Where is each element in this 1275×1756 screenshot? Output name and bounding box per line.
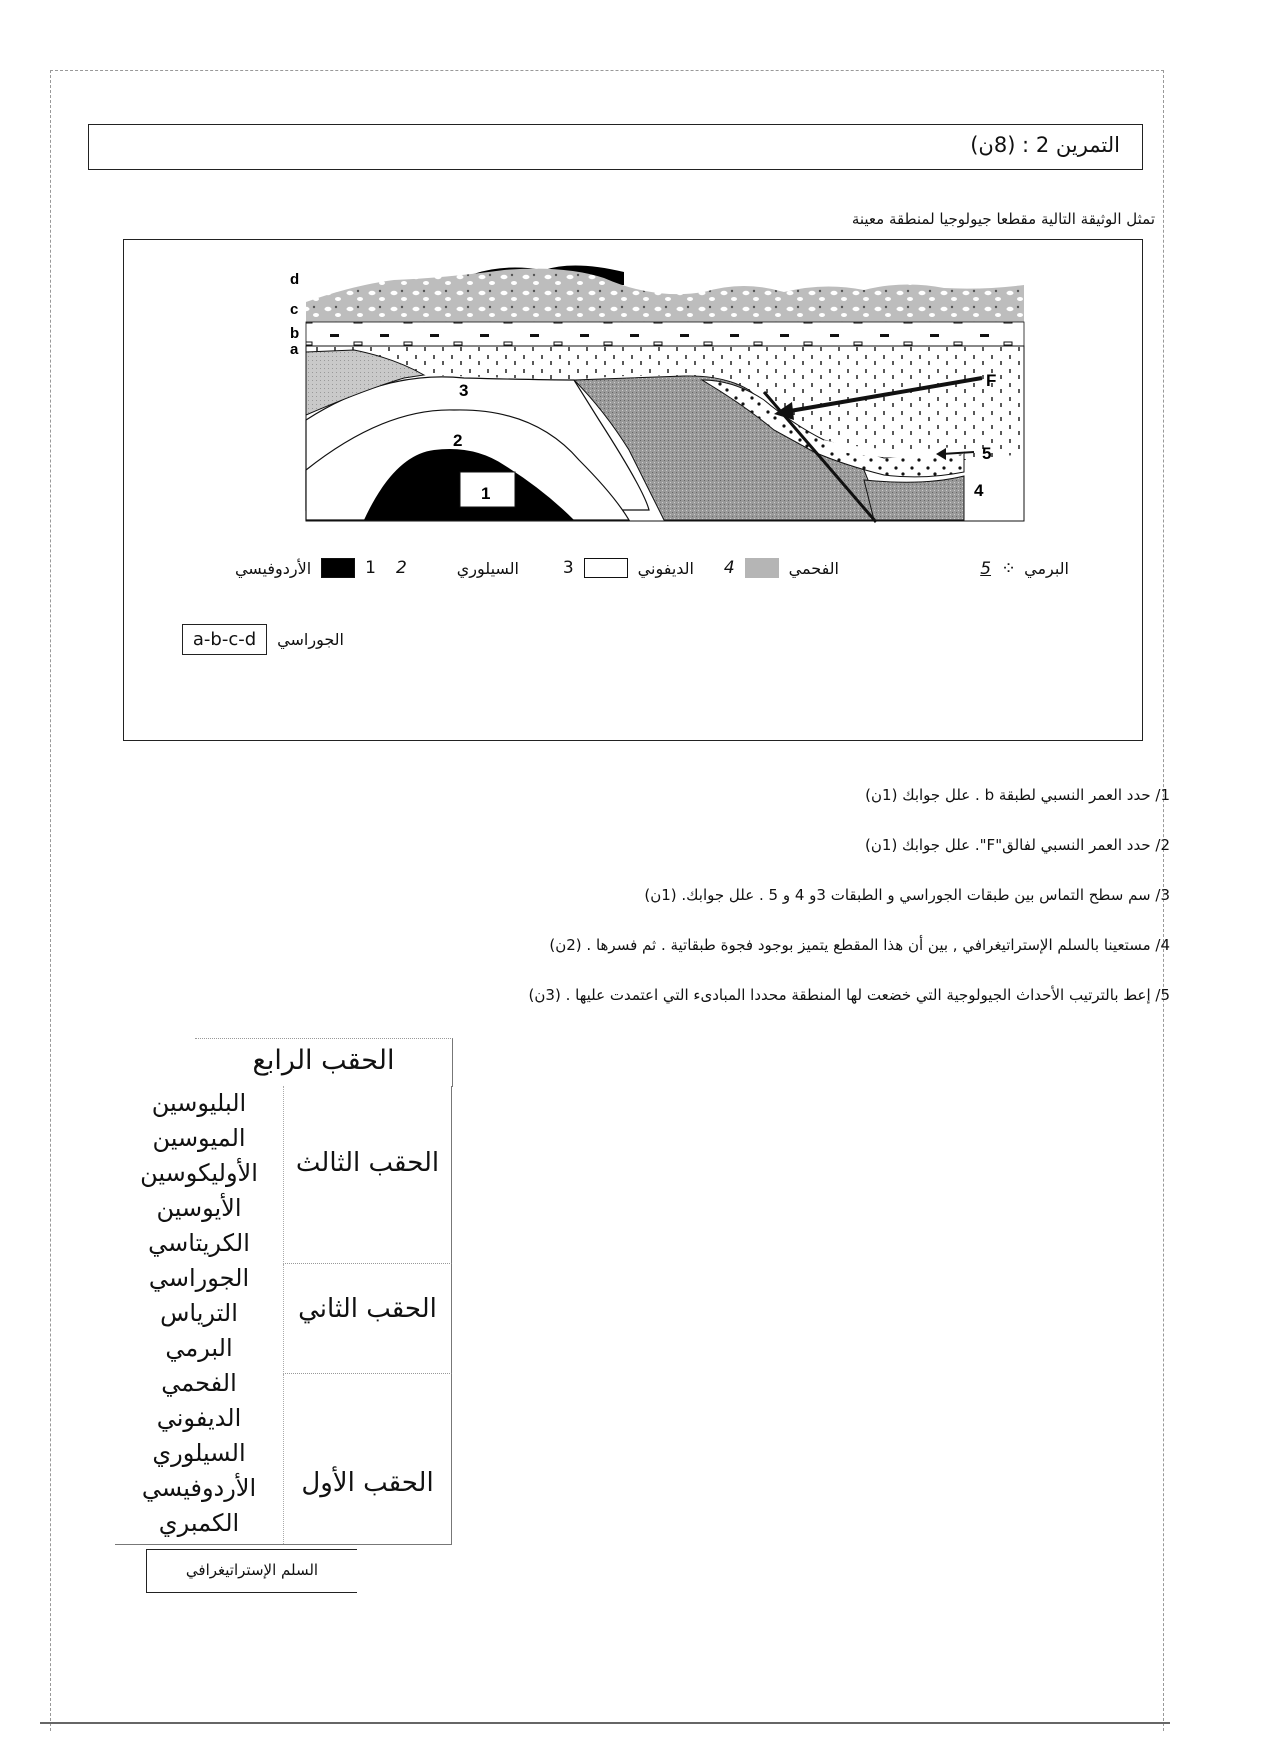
question-3: 3/ سم سطح التماس بين طبقات الجوراسي و الطبقات 3و 4 و 5 . علل جوابك. (1ن)	[644, 886, 1170, 904]
intro-text: تمثل الوثيقة التالية مقطعا جيولوجيا لمنطقة معينة	[851, 210, 1155, 228]
geological-cross-section	[124, 240, 1144, 742]
scale-era-4: الحقب الرابع	[195, 1038, 453, 1087]
legend-devonian	[514, 558, 694, 578]
legend-silurian	[339, 558, 519, 578]
scale-era-3	[283, 1086, 452, 1264]
swatch-grey	[745, 558, 779, 578]
legend-name: الديفوني	[637, 558, 694, 578]
period-carboniferous: الفحمي	[161, 1369, 237, 1397]
layer-b	[306, 322, 1024, 346]
stratigraphic-scale	[115, 1038, 452, 1544]
period-oligocene: الأوليكوسين	[140, 1159, 258, 1187]
layer-c	[306, 269, 1024, 322]
legend-num: 4	[723, 558, 735, 578]
legend-num: 3	[562, 558, 574, 578]
legend-name: الجوراسي	[277, 630, 344, 649]
jurassic-layers-box: a-b-c-d	[182, 624, 267, 655]
period-ordovician: الأردوفيسي	[141, 1474, 257, 1502]
scale-era-2-label: الحقب الثاني	[298, 1294, 437, 1324]
legend-permian	[849, 558, 1069, 579]
scale-bottom-line	[115, 1544, 452, 1545]
period-cretaceous: الكريتاسي	[148, 1229, 250, 1257]
legend-name: البرمي	[1024, 559, 1069, 578]
question-2: 2/ حدد العمر النسبي لفالق"F". علل جوابك (1ن)	[865, 836, 1170, 854]
period-devonian: الديفوني	[156, 1404, 242, 1432]
label-d: d	[290, 271, 300, 288]
label-1: 1	[481, 484, 491, 503]
legend-carboniferous	[689, 558, 839, 578]
period-permian: البرمي	[165, 1334, 233, 1362]
legend-num: 1	[365, 558, 376, 578]
label-F: F	[986, 371, 997, 390]
question-1: 1/ حدد العمر النسبي لطبقة b . علل جوابك (1ن)	[865, 786, 1170, 804]
scale-era-2	[283, 1264, 452, 1374]
scale-era-1-label: الحقب الأول	[301, 1468, 434, 1498]
label-4: 4	[974, 481, 984, 500]
period-eocene: الأيوسين	[156, 1194, 242, 1222]
label-2: 2	[453, 431, 463, 450]
legend-num: 2	[395, 558, 407, 578]
period-silurian: السيلوري	[152, 1439, 246, 1467]
period-jurassic: الجوراسي	[148, 1264, 250, 1292]
legend-name: السيلوري	[456, 558, 519, 578]
scale-caption: السلم الإستراتيغرافي	[146, 1549, 357, 1593]
scale-periods	[115, 1086, 283, 1541]
label-b: b	[290, 325, 300, 342]
label-c: c	[290, 301, 299, 318]
period-miocene: الميوسين	[152, 1124, 246, 1152]
scale-era-1	[283, 1374, 452, 1544]
layer-4-right	[864, 476, 964, 520]
period-pliocene: البليوسين	[151, 1089, 247, 1117]
legend-jurassic	[134, 624, 344, 655]
scale-era-3-label: الحقب الثالث	[295, 1148, 440, 1178]
legend-name: الأردوفيسي	[234, 558, 312, 578]
exercise-title-box	[88, 124, 1143, 170]
question-4: 4/ مستعينا بالسلم الإستراتيغرافي , بين أن هذا المقطع يتميز بوجود فجوة طبقاتية . ثم فسرها . (2ن)	[549, 936, 1170, 954]
period-triassic: الترياس	[160, 1299, 238, 1327]
legend-name: الفحمي	[788, 558, 839, 578]
question-5: 5/ إعط بالترتيب الأحداث الجيولوجية التي خضعت لها المنطقة محددا المبادىء التي اعتمدت عليها . (3ن)	[528, 986, 1170, 1004]
legend-num: 5	[980, 558, 992, 579]
period-cambrian: الكمبري	[158, 1509, 240, 1537]
geological-section-figure	[123, 239, 1143, 741]
label-a: a	[290, 341, 299, 358]
exercise-title: التمرين 2 : (8ن)	[970, 133, 1120, 157]
label-5: 5	[982, 444, 992, 463]
swatch-dotted-icon: ⁘	[1001, 558, 1015, 579]
swatch-white	[584, 558, 628, 578]
page-bottom-line	[40, 1722, 1170, 1724]
label-3: 3	[459, 381, 469, 400]
